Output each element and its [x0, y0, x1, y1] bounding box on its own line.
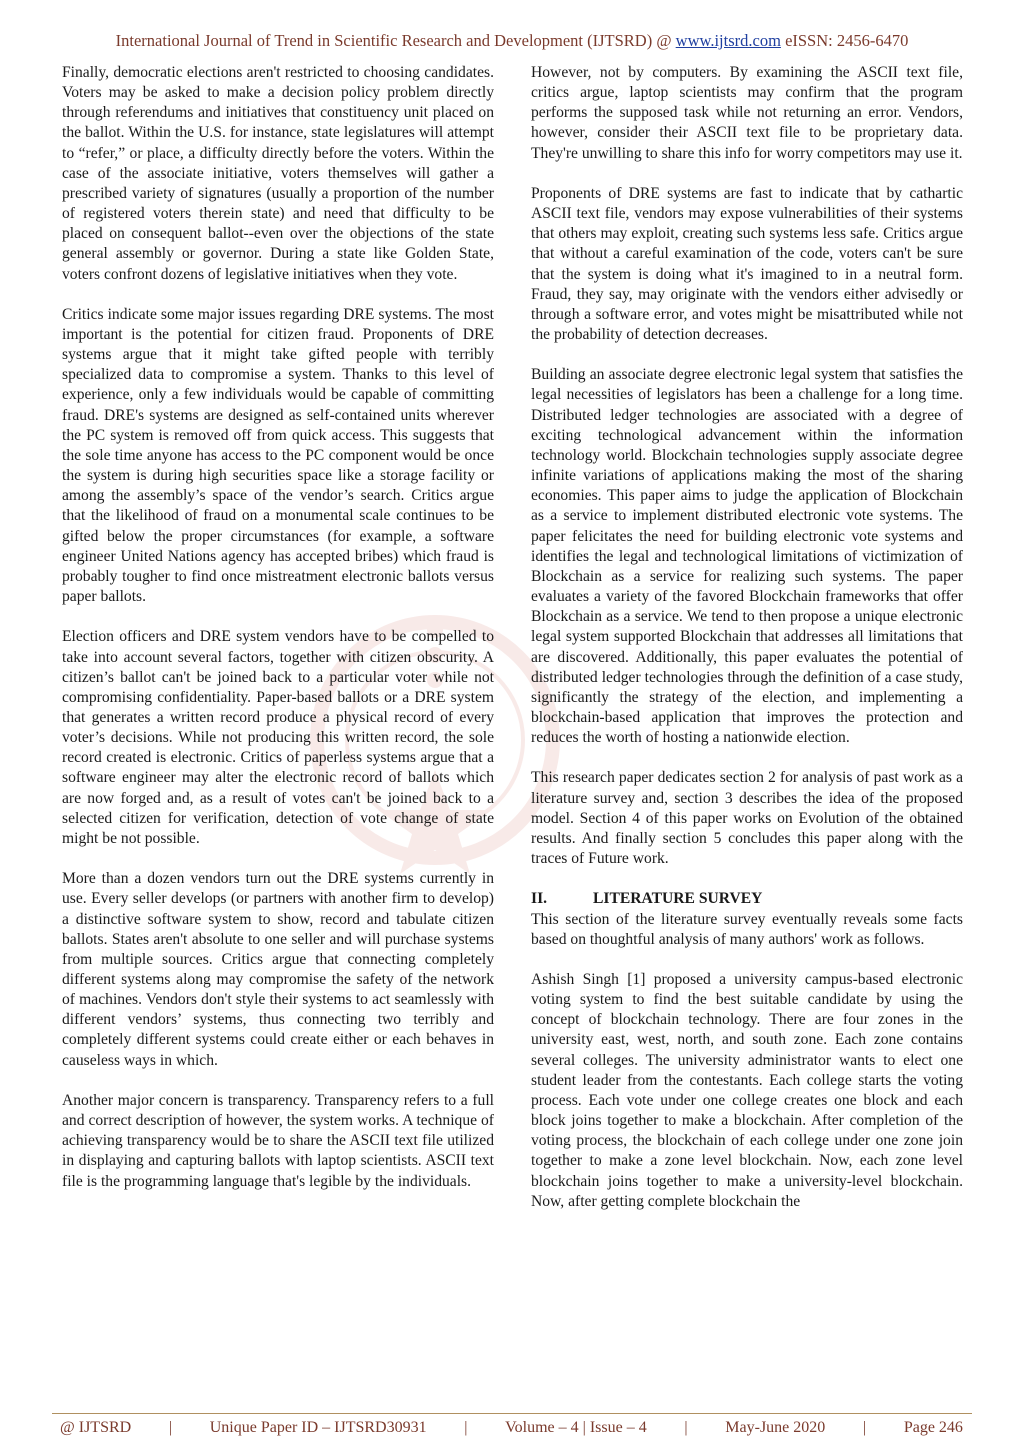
footer-volume: Volume – 4 | Issue – 4 — [505, 1419, 647, 1436]
journal-url-link[interactable]: www.ijtsrd.com — [675, 31, 781, 50]
footer-separator: | — [168, 1419, 173, 1436]
journal-name: International Journal of Trend in Scientific Research and Development (IJTSRD) @ — [115, 31, 672, 50]
footer-divider — [52, 1413, 972, 1414]
running-footer — [60, 1419, 963, 1437]
footer-page-number: Page 246 — [903, 1419, 963, 1436]
left-column — [62, 63, 494, 1212]
footer-paper-id: Unique Paper ID – IJTSRD30931 — [209, 1419, 427, 1436]
footer-org: @ IJTSRD — [60, 1419, 132, 1436]
journal-issn: eISSN: 2456-6470 — [785, 31, 909, 50]
footer-separator: | — [862, 1419, 867, 1436]
body-paragraph: This research paper dedicates section 2 for analysis of past work as a literature survey and, section 3 describes the idea of the proposed model. Section 4 of this paper works on Evolution of the obtained results. And finally section 5 concludes this paper along with the traces of Future work. — [531, 769, 963, 868]
body-paragraph: Finally, democratic elections aren't restricted to choosing candidates. Voters may be asked to make a decision policy problem directly through referendums and initiatives that constituency unit placed on the ballot. Within the U.S. for instance, state legislatures will attempt to “refer,” or place, a difficulty directly before the voters. Within the case of the associate initiative, voters themselves will gather a prescribed variety of signatures (usually a proportion of the number of registered voters therein state) and need that difficulty to be placed on consequent ballot--even over the objections of the state general assembly or governor. During a state like Golden State, voters confront dozens of legislative initiatives when they vote. — [62, 64, 494, 283]
running-header — [0, 31, 1024, 51]
body-paragraph: Ashish Singh [1] proposed a university campus-based electronic voting system to find the best suitable candidate by using the concept of blockchain technology. There are four zones in the university east, west, north, and south zone. Each zone contains several colleges. The university administrator wants to elect one student leader from the contestants. Each college starts the voting process. Each vote under one college creates one block and each block joins together to make a blockchain. After completion of the voting process, the blockchain of each college under one zone join together to make a zone level blockchain. Now, each zone level blockchain joins together to make a university-level blockchain. Now, after getting complete blockchain the — [531, 970, 963, 1210]
footer-date: May-June 2020 — [725, 1419, 826, 1436]
section-title: LITERATURE SURVEY — [593, 890, 763, 908]
body-paragraph: Another major concern is transparency. Transparency refers to a full and correct description of however, the system works. A technique of achieving transparency would be to share the ASCII text file utilized in displaying and capturing ballots with laptop scientists. ASCII text file is the programming language that's legible by the individuals. — [62, 1091, 494, 1190]
body-paragraph: This section of the literature survey eventually reveals some facts based on thoughtful analysis of many authors' work as follows. — [531, 910, 963, 948]
footer-separator: | — [464, 1419, 468, 1436]
section-heading — [531, 889, 963, 909]
body-paragraph: Critics indicate some major issues regarding DRE systems. The most important is the potential for citizen fraud. Proponents of DRE systems argue that it might take gifted people with terribly specialized data to compromise a system. Thanks to this level of experience, only a few individuals would be capable of committing fraud. DRE's systems are designed as self-contained units wherever the PC system is removed off from quick access. This suggests that the sole time anyone has access to the PC component would be once the system is during high securities space like a storage facility or among the assembly’s space of the vendor’s search. Critics argue that the likelihood of fraud on a monumental scale continues to be gifted below the proper circumstances (for example, a software engineer United Nations agency has accepted bribes) which fraud is probably tougher to find once mistreatment electronic ballots versus paper ballots. — [62, 305, 494, 606]
footer-separator: | — [684, 1419, 688, 1436]
body-paragraph: However, not by computers. By examining the ASCII text file, critics argue, laptop scientists may confirm that the program performs the supposed task while not returning an error. Vendors, however, consider their ASCII text file to be proprietary data. They're unwilling to share this info for worry competitors may use it. — [531, 64, 963, 162]
right-column — [531, 63, 963, 1232]
body-paragraph: More than a dozen vendors turn out the DRE systems currently in use. Every seller develops (or partners with another firm to develop) a distinctive software system to show, record and tabulate citizen ballots. States aren't absolute to one seller and will purchase systems from multiple sources. Critics argue that connecting completely different systems along may compromise the safety of the network of machines. Vendors don't style their systems to act seamlessly with different vendors’ systems, thus connecting two terribly and completely different systems could create either or each behaves in causeless ways in which. — [62, 870, 494, 1069]
section-number: II. — [531, 890, 548, 908]
body-paragraph: Building an associate degree electronic legal system that satisfies the legal necessities of legislators has been a challenge for a long time. Distributed ledger technologies are associated with a degree of exciting technological advancement within the information technology world. Blockchain technologies supply associate degree infinite variations of applications making the most of the sharing economies. This paper aims to judge the application of Blockchain as a service to implement distributed electronic vote systems. The paper felicitates the need for building electronic vote systems and identifies the legal and technological limitations of victimization of Blockchain as a service for realizing such systems. The paper evaluates a variety of the favored Blockchain frameworks that offer Blockchain as a service. We tend to then propose a unique electronic legal system supported Blockchain that addresses all limitations that are discovered. Additionally, this paper evaluates the potential of distributed ledger technologies through the definition of a case study, significantly the strategy of the election, and implementing a blockchain-based application that improves the protection and reduces the worth of hosting a nationwide election. — [531, 366, 963, 747]
body-paragraph: Proponents of DRE systems are fast to indicate that by cathartic ASCII text file, vendors may expose vulnerabilities of their systems that others may exploit, creating such systems less safe. Critics argue that without a careful examination of the code, voters can't be sure that the system is doing what it's imagined to in a neutral form. Fraud, they say, may originate with the vendors either advisedly or through a software error, and votes might be misattributed while not the probability of detection decreases. — [531, 184, 963, 344]
body-paragraph: Election officers and DRE system vendors have to be compelled to take into account several factors, together with citizen obscurity. A citizen’s ballot can't be joined back to a particular voter while not compromising confidentiality. Paper-based ballots or a DRE system that generates a written record produce a physical record of every voter’s decisions. While not producing this written record, the sole record created is electronic. Critics of paperless systems argue that a software engineer may alter the electronic record of ballots which are now forged and, as a result of votes can't be joined back to a selected citizen for verification, detection of vote change of state might be not possible. — [62, 628, 494, 847]
